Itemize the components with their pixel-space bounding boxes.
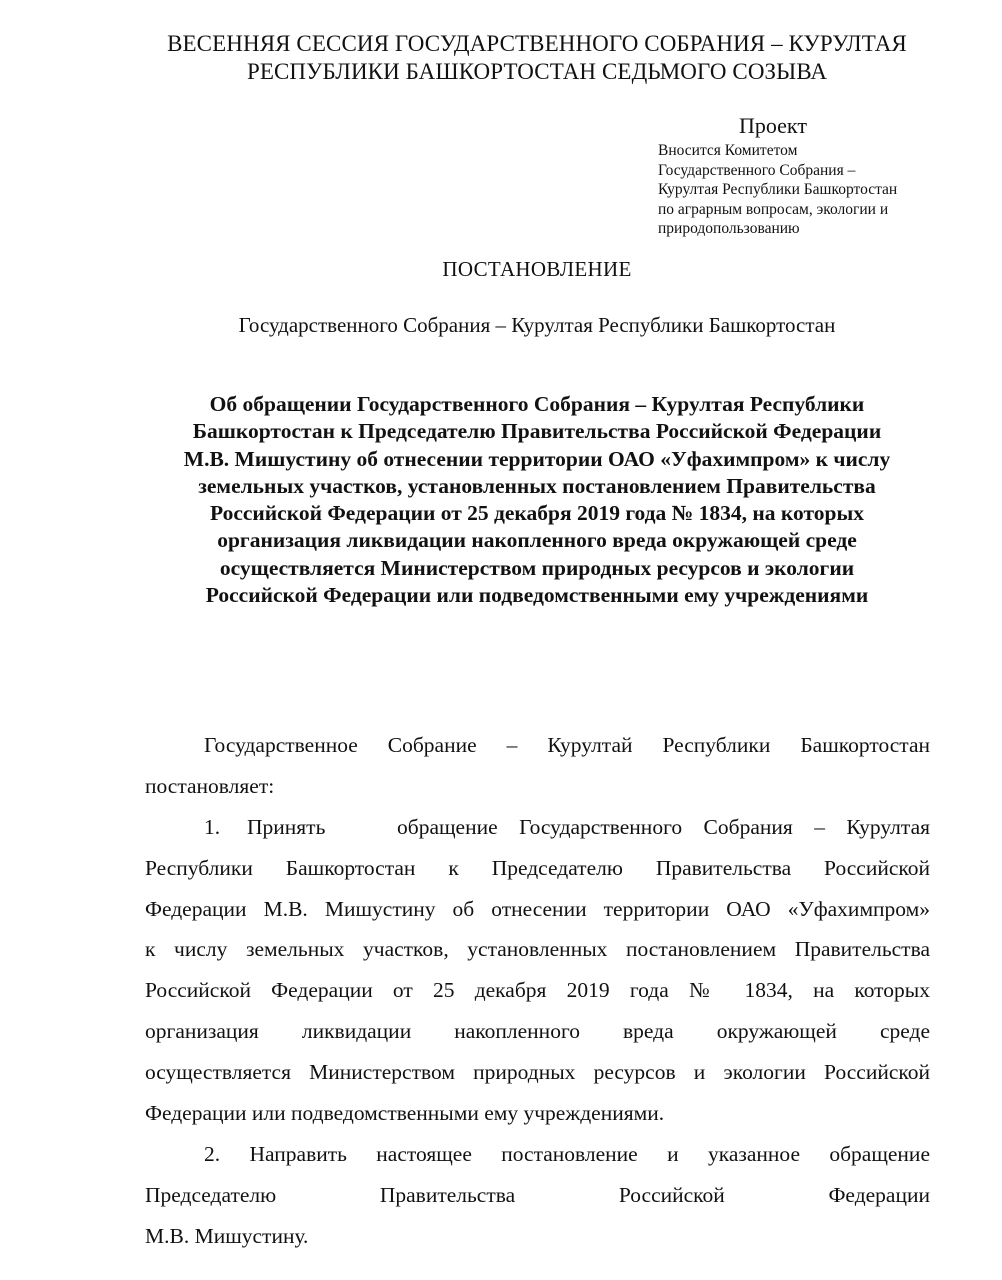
title-line: осуществляется Министерством природных ресурсов и экологии xyxy=(219,555,855,580)
document-title xyxy=(0,391,1002,609)
item-1-line: Российской Федерации от 25 декабря 2019 года № 1834, на которых xyxy=(145,978,930,1003)
project-label: Проект xyxy=(739,113,807,138)
item-2-first-line: 2. Направить настоящее постановление и указанное обращение xyxy=(204,1141,930,1166)
submitted-by-line: по аграрным вопросам, экологии и xyxy=(658,200,889,218)
item-1-line: организация ликвидации накопленного вреда окружающей среде xyxy=(145,1019,930,1044)
session-header xyxy=(0,30,1002,86)
submitted-by-line: Вносится Комитетом xyxy=(658,142,798,159)
item-1-line: осуществляется Министерством природных ресурсов и экологии Российской xyxy=(145,1060,930,1085)
submitted-by-line: природопользованию xyxy=(658,220,800,237)
title-line: Об обращении Государственного Собрания – Курултая Республики xyxy=(209,392,865,416)
title-line: Российской Федерации от 25 декабря 2019 года № 1834, на которых xyxy=(209,501,865,526)
submitted-by-line: Государственного Собрания – xyxy=(658,161,856,179)
title-line: Российской Федерации или подведомственными ему учреждениями xyxy=(205,583,869,608)
item-1-verb: Принять xyxy=(247,814,326,839)
session-header-line-2: РЕСПУБЛИКИ БАШКОРТОСТАН СЕДЬМОГО СОЗЫВА xyxy=(246,59,828,84)
item-1-first-line-text: обращение Государственного Собрания – Курултая xyxy=(397,814,930,839)
item-1-number: 1. xyxy=(204,814,221,839)
item-1-line: Федерации М.В. Мишустину об отнесении территории ОАО «Уфахимпром» xyxy=(145,896,930,921)
title-line: Башкортостан к Председателю Правительства Российской Федерации xyxy=(192,419,882,444)
item-1-first-line xyxy=(145,807,930,848)
preamble-line: постановляет: xyxy=(145,773,275,798)
item-1-line: к числу земельных участков, установленных постановлением Правительства xyxy=(145,937,930,962)
session-header-line-1: ВЕСЕННЯЯ СЕССИЯ ГОСУДАРСТВЕННОГО СОБРАНИЯ – КУРУЛТАЯ xyxy=(167,31,907,56)
preamble-line: Государственное Собрание – Курултай Республики Башкортостан xyxy=(204,733,930,757)
submitted-by-line: Курултая Республики Башкортостан xyxy=(658,181,898,198)
document-type: ПОСТАНОВЛЕНИЕ xyxy=(442,257,632,281)
resolution-body xyxy=(145,725,930,1257)
title-line: организация ликвидации накопленного вреда окружающей среде xyxy=(217,528,857,553)
title-line: земельных участков, установленных постановлением Правительства xyxy=(198,473,876,498)
title-line: М.В. Мишустину об отнесении территории ОАО «Уфахимпром» к числу xyxy=(183,446,891,471)
item-1-line: Республики Башкортостан к Председателю Правительства Российской xyxy=(145,855,930,880)
item-2-last-line: М.В. Мишустину. xyxy=(145,1223,309,1248)
submitted-by-block xyxy=(658,141,958,239)
item-1-last-line: Федерации или подведомственными ему учреждениями. xyxy=(145,1101,665,1126)
document-issuer: Государственного Собрания – Курултая Республики Башкортостан xyxy=(238,313,836,337)
item-2-line: Председателю Правительства Российской Федерации xyxy=(145,1182,930,1207)
